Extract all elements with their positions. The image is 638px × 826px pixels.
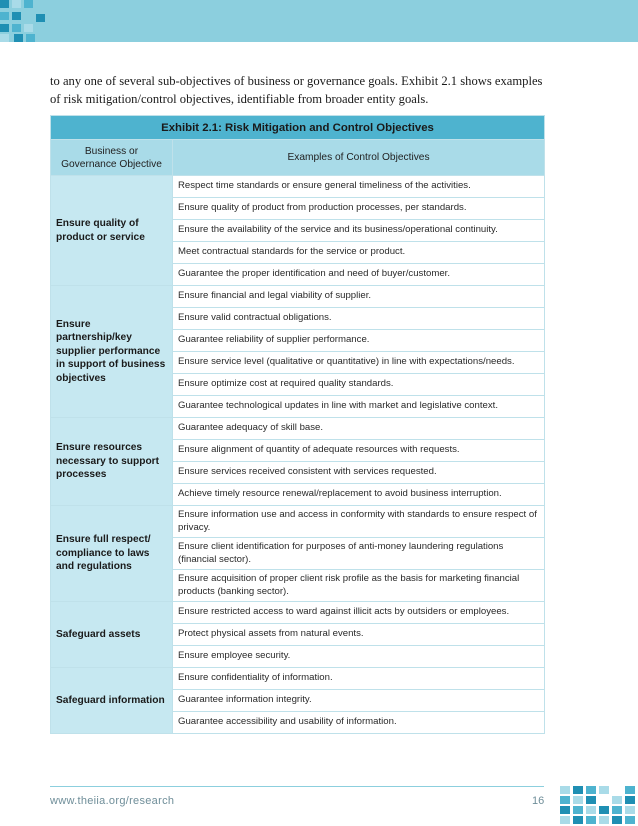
- table-row: [51, 286, 545, 308]
- table-row: [51, 418, 545, 440]
- decorative-square: [24, 0, 33, 8]
- decorative-square: [625, 796, 635, 804]
- objective-cell: Safeguard assets: [51, 602, 173, 668]
- decorative-square: [625, 806, 635, 814]
- control-objective-cell: Ensure service level (qualitative or quantitative) in line with expectations/needs.: [173, 352, 545, 374]
- decorative-square: [12, 0, 21, 8]
- control-objective-cell: Ensure restricted access to ward against illicit acts by outsiders or employees.: [173, 602, 545, 624]
- decorative-square: [586, 816, 596, 824]
- control-objective-cell: Ensure services received consistent with services requested.: [173, 462, 545, 484]
- decorative-square: [599, 816, 609, 824]
- decorative-square: [560, 816, 570, 824]
- decorative-square: [26, 34, 35, 42]
- control-objective-cell: Ensure employee security.: [173, 646, 545, 668]
- control-objective-cell: Ensure client identification for purposes of anti-money laundering regulations (financial sector).: [173, 538, 545, 570]
- exhibit-table: [50, 115, 545, 734]
- page-number: 16: [532, 795, 545, 807]
- control-objective-cell: Guarantee information integrity.: [173, 690, 545, 712]
- decorative-square: [573, 806, 583, 814]
- decorative-square: [586, 786, 596, 794]
- objective-cell: Safeguard information: [51, 668, 173, 734]
- control-objective-cell: Ensure information use and access in conformity with standards to ensure respect of privacy.: [173, 506, 545, 538]
- objective-cell: Ensure full respect/ compliance to laws and regulations: [51, 506, 173, 602]
- exhibit-body: [51, 176, 545, 734]
- decorative-square: [0, 34, 9, 42]
- decorative-square: [560, 786, 570, 794]
- exhibit-title: Exhibit 2.1: Risk Mitigation and Control Objectives: [51, 116, 545, 140]
- column-header-controls: Examples of Control Objectives: [173, 140, 545, 176]
- table-row: [51, 602, 545, 624]
- decorative-square: [586, 796, 596, 804]
- control-objective-cell: Ensure acquisition of proper client risk profile as the basis for marketing financial products (banking sector).: [173, 570, 545, 602]
- decorative-square: [612, 816, 622, 824]
- column-header-objective: Business or Governance Objective: [51, 140, 173, 176]
- control-objective-cell: Guarantee reliability of supplier performance.: [173, 330, 545, 352]
- objective-cell: Ensure partnership/key supplier performance in support of business objectives: [51, 286, 173, 418]
- control-objective-cell: Protect physical assets from natural events.: [173, 624, 545, 646]
- decorative-square: [612, 806, 622, 814]
- control-objective-cell: Ensure optimize cost at required quality standards.: [173, 374, 545, 396]
- decorative-square: [24, 24, 33, 32]
- control-objective-cell: Ensure alignment of quantity of adequate resources with requests.: [173, 440, 545, 462]
- objective-cell: Ensure quality of product or service: [51, 176, 173, 286]
- footer-url[interactable]: www.theiia.org/research: [50, 795, 175, 807]
- decorative-square: [573, 816, 583, 824]
- decorative-square: [573, 796, 583, 804]
- control-objective-cell: Meet contractual standards for the service or product.: [173, 242, 545, 264]
- decorative-square: [599, 806, 609, 814]
- header-band: [0, 0, 638, 42]
- control-objective-cell: Ensure valid contractual obligations.: [173, 308, 545, 330]
- control-objective-cell: Ensure the availability of the service and its business/operational continuity.: [173, 220, 545, 242]
- table-row: [51, 668, 545, 690]
- control-objective-cell: Achieve timely resource renewal/replacement to avoid business interruption.: [173, 484, 545, 506]
- intro-paragraph: to any one of several sub-objectives of business or governance goals. Exhibit 2.1 shows examples of risk mitigation/control objectives, identifiable from broader entity goals.: [50, 74, 543, 106]
- footer-rule: [50, 786, 544, 787]
- control-objective-cell: Ensure confidentiality of information.: [173, 668, 545, 690]
- decorative-square: [12, 24, 21, 32]
- control-objective-cell: Guarantee technological updates in line with market and legislative context.: [173, 396, 545, 418]
- decorative-square: [586, 806, 596, 814]
- decorative-square: [0, 0, 9, 8]
- decorative-square: [14, 34, 23, 42]
- control-objective-cell: Respect time standards or ensure general timeliness of the activities.: [173, 176, 545, 198]
- decorative-square: [625, 816, 635, 824]
- decorative-square: [599, 786, 609, 794]
- objective-cell: Ensure resources necessary to support processes: [51, 418, 173, 506]
- decorative-square: [0, 12, 9, 20]
- control-objective-cell: Ensure financial and legal viability of supplier.: [173, 286, 545, 308]
- control-objective-cell: Guarantee the proper identification and need of buyer/customer.: [173, 264, 545, 286]
- control-objective-cell: Guarantee accessibility and usability of information.: [173, 712, 545, 734]
- control-objective-cell: Ensure quality of product from production processes, per standards.: [173, 198, 545, 220]
- decorative-square: [0, 24, 9, 32]
- decorative-square: [560, 796, 570, 804]
- decorative-square: [560, 806, 570, 814]
- decorative-square: [573, 786, 583, 794]
- control-objective-cell: Guarantee adequacy of skill base.: [173, 418, 545, 440]
- decorative-square: [12, 12, 21, 20]
- table-row: [51, 176, 545, 198]
- table-row: [51, 506, 545, 538]
- decorative-square: [36, 14, 45, 22]
- decorative-square: [612, 796, 622, 804]
- decorative-square: [625, 786, 635, 794]
